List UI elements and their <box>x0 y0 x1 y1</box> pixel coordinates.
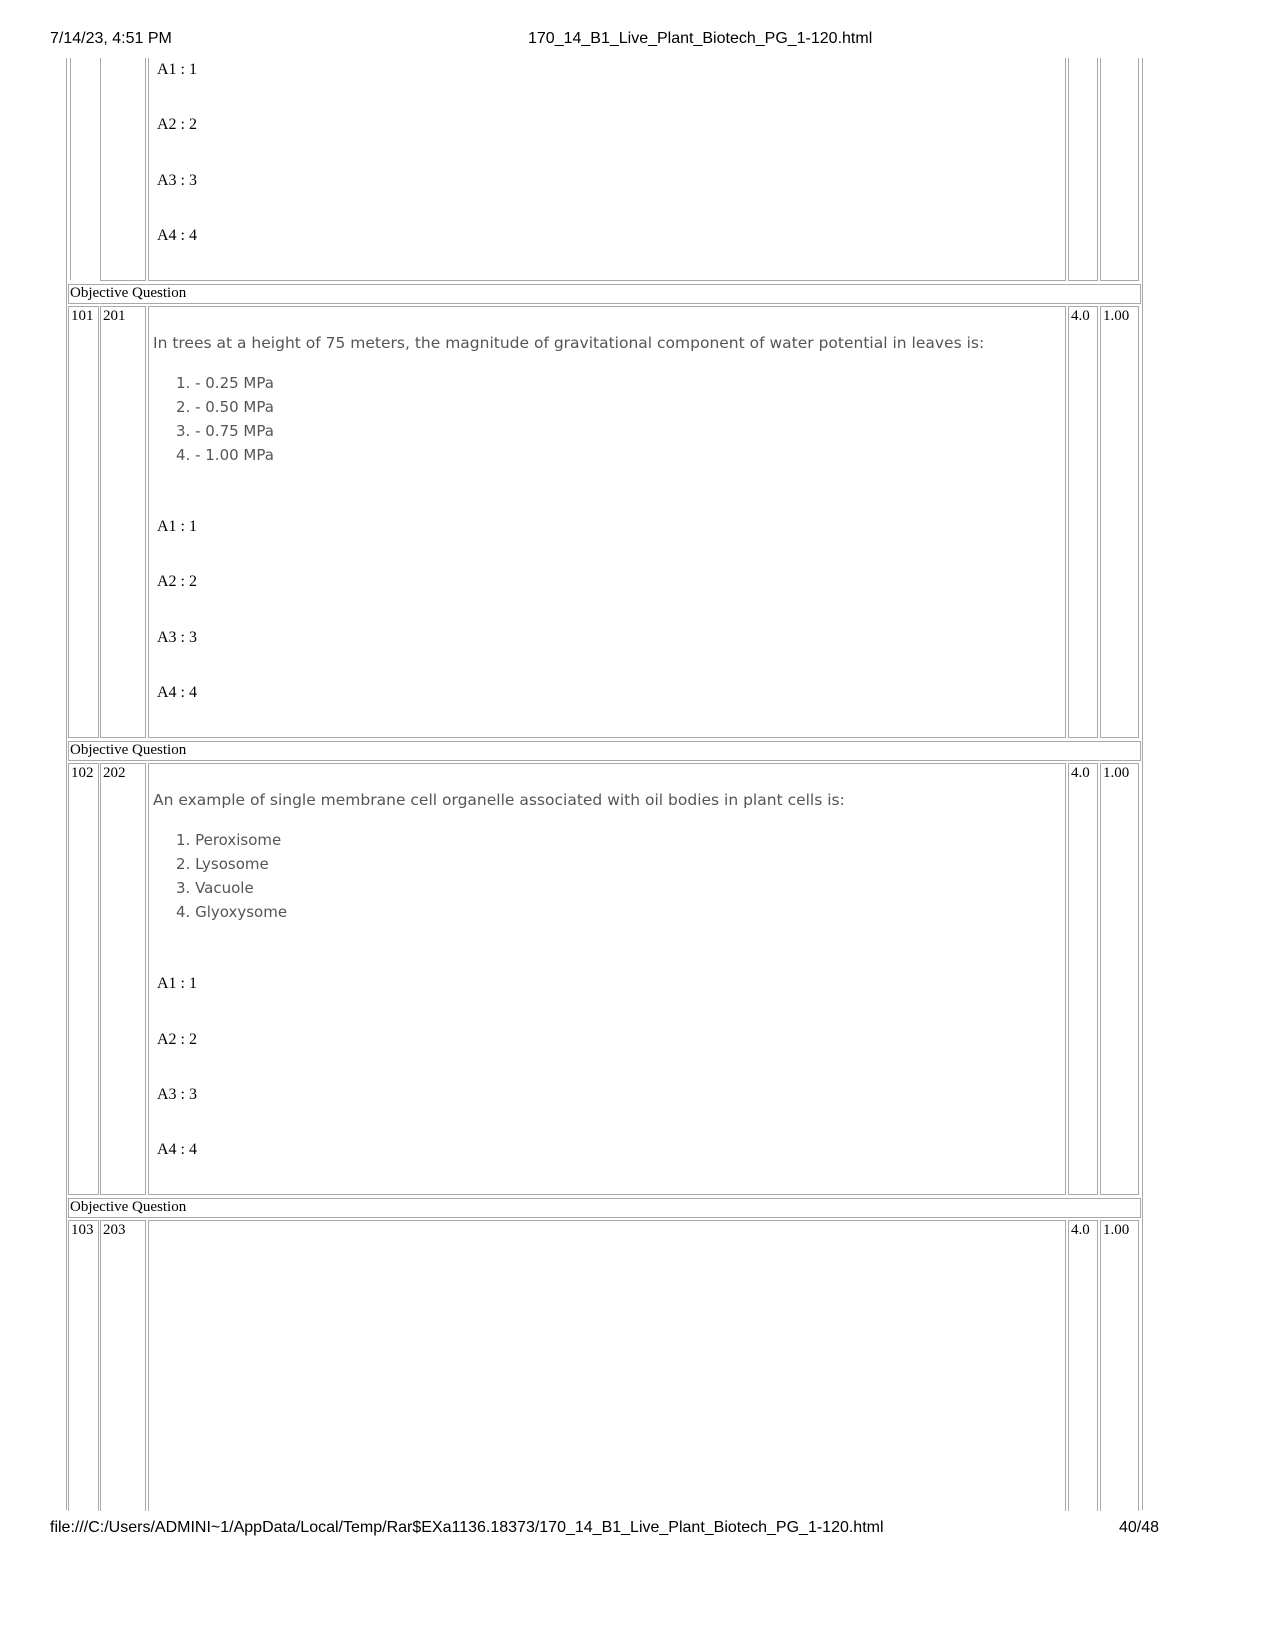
print-filename: 170_14_B1_Live_Plant_Biotech_PG_1-120.html <box>528 30 873 47</box>
marks-value: 4.0 <box>1071 308 1090 324</box>
serial-number: 102 <box>71 765 94 781</box>
question-cell <box>148 1220 1066 1511</box>
question-text: In trees at a height of 75 meters, the magnitude of gravitational component of water potential in leaves is: <box>153 334 985 352</box>
serial-cell <box>68 306 99 738</box>
option-4: 4. - 1.00 MPa <box>176 446 274 464</box>
question-id: 203 <box>103 1222 126 1238</box>
option-3: 3. Vacuole <box>176 879 254 897</box>
negative-marks-cell <box>1100 306 1139 738</box>
answer-a2: A2 : 2 <box>157 116 197 133</box>
answer-a4: A4 : 4 <box>157 684 197 701</box>
option-2: 2. Lysosome <box>176 855 269 873</box>
answer-a4: A4 : 4 <box>157 1141 197 1158</box>
marks-value: 4.0 <box>1071 1222 1090 1238</box>
answer-a3: A3 : 3 <box>157 172 197 189</box>
option-2: 2. - 0.50 MPa <box>176 398 274 416</box>
question-type-label: Objective Question <box>70 1199 187 1215</box>
negative-marks-cell <box>1100 763 1139 1195</box>
question-type-row <box>68 284 1141 304</box>
option-1: 1. - 0.25 MPa <box>176 374 274 392</box>
negative-marks-value: 1.00 <box>1103 1222 1130 1238</box>
answer-a3: A3 : 3 <box>157 629 197 646</box>
marks-cell <box>1068 1220 1098 1511</box>
question-id-cell <box>100 1220 146 1511</box>
question-cell <box>148 763 1066 1195</box>
answer-a3: A3 : 3 <box>157 1086 197 1103</box>
answer-a1: A1 : 1 <box>157 518 197 535</box>
option-3: 3. - 0.75 MPa <box>176 422 274 440</box>
page-number: 40/48 <box>1119 1519 1160 1536</box>
question-text: An example of single membrane cell organelle associated with oil bodies in plant cells is: <box>153 791 845 809</box>
serial-number: 101 <box>71 308 94 324</box>
serial-number: 103 <box>71 1222 94 1238</box>
question-id: 202 <box>103 765 126 781</box>
marks-cell <box>1068 306 1098 738</box>
question-type-label: Objective Question <box>70 742 187 758</box>
marks-value: 4.0 <box>1071 765 1090 781</box>
question-cell <box>148 306 1066 738</box>
print-file-path: file:///C:/Users/ADMINI~1/AppData/Local/Temp/Rar$EXa1136.18373/170_14_B1_Live_Plant_Biotech_PG_1-120.html <box>50 1519 884 1536</box>
answer-a4: A4 : 4 <box>157 227 197 244</box>
question-id-cell <box>100 763 146 1195</box>
option-4: 4. Glyoxysome <box>176 903 288 921</box>
question-id: 201 <box>103 308 126 324</box>
serial-cell <box>68 763 99 1195</box>
negative-marks-value: 1.00 <box>1103 765 1130 781</box>
prev-question-cell <box>148 58 1066 281</box>
negative-marks-value: 1.00 <box>1103 308 1130 324</box>
serial-cell <box>68 1220 99 1511</box>
question-type-row <box>68 741 1141 761</box>
answer-a2: A2 : 2 <box>157 1031 197 1048</box>
print-datetime: 7/14/23, 4:51 PM <box>50 30 172 47</box>
marks-cell <box>1068 763 1098 1195</box>
option-1: 1. Peroxisome <box>176 831 282 849</box>
question-type-row <box>68 1198 1141 1218</box>
answer-a1: A1 : 1 <box>157 975 197 992</box>
answer-a1: A1 : 1 <box>157 61 197 78</box>
question-type-label: Objective Question <box>70 285 187 301</box>
table-border-left <box>66 58 67 1510</box>
answer-a2: A2 : 2 <box>157 573 197 590</box>
question-id-cell <box>100 306 146 738</box>
negative-marks-cell <box>1100 1220 1139 1511</box>
table-border-right <box>1142 58 1143 1510</box>
